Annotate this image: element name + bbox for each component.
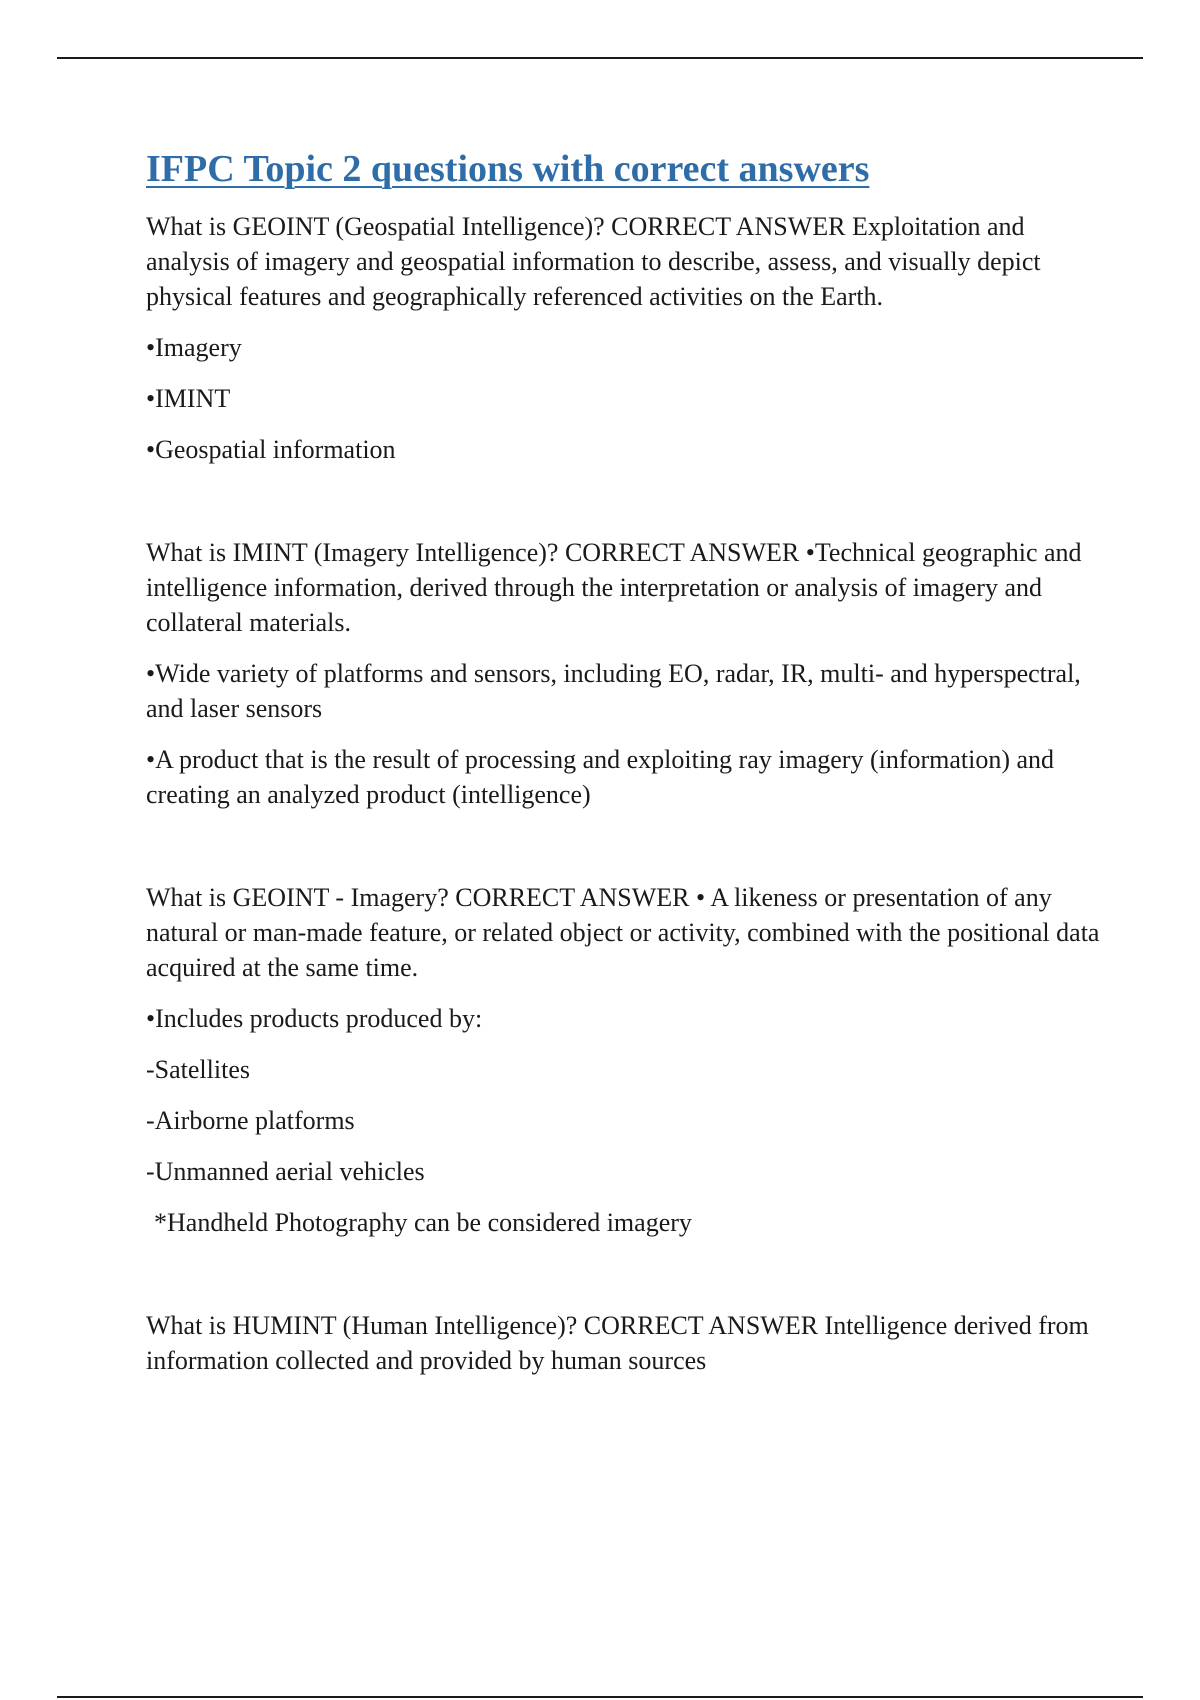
- qa-geoint: [146, 209, 1106, 467]
- bullet-item: •Includes products produced by:: [146, 1004, 483, 1033]
- document-body: [146, 146, 1106, 1446]
- top-rule: [57, 57, 1143, 59]
- question-answer-paragraph: What is GEOINT - Imagery? CORRECT ANSWER • A likeness or presentation of any natural or man-made feature, or related object or activity, combined with the positional data acquired at the same time.: [146, 883, 1100, 982]
- qa-humint: [146, 1308, 1106, 1378]
- note-item: *Handheld Photography can be considered imagery: [154, 1208, 692, 1237]
- question-answer-paragraph: What is GEOINT (Geospatial Intelligence)? CORRECT ANSWER Exploitation and analysis of imagery and geospatial information to describe, assess, and visually depict physical features and geographically referenced activities on the Earth.: [146, 212, 1041, 311]
- document-title: IFPC Topic 2 questions with correct answers: [146, 148, 870, 190]
- sub-item: -Airborne platforms: [146, 1106, 355, 1135]
- question-answer-paragraph: What is IMINT (Imagery Intelligence)? CORRECT ANSWER •Technical geographic and intelligence information, derived through the interpretation or analysis of imagery and collateral materials.: [146, 538, 1082, 637]
- qa-geoint-imagery: [146, 880, 1106, 1240]
- bullet-item: •Wide variety of platforms and sensors, including EO, radar, IR, multi- and hyperspectral, and laser sensors: [146, 659, 1081, 723]
- sub-item: -Unmanned aerial vehicles: [146, 1157, 425, 1186]
- question-answer-paragraph: What is HUMINT (Human Intelligence)? CORRECT ANSWER Intelligence derived from information collected and provided by human sources: [146, 1311, 1089, 1375]
- bullet-item: •IMINT: [146, 384, 231, 413]
- qa-imint: [146, 535, 1106, 812]
- sub-item: -Satellites: [146, 1055, 250, 1084]
- bullet-item: •A product that is the result of processing and exploiting ray imagery (information) and creating an analyzed product (intelligence): [146, 745, 1055, 809]
- bullet-item: •Imagery: [146, 333, 242, 362]
- bottom-rule: [57, 1696, 1143, 1698]
- bullet-item: •Geospatial information: [146, 435, 396, 464]
